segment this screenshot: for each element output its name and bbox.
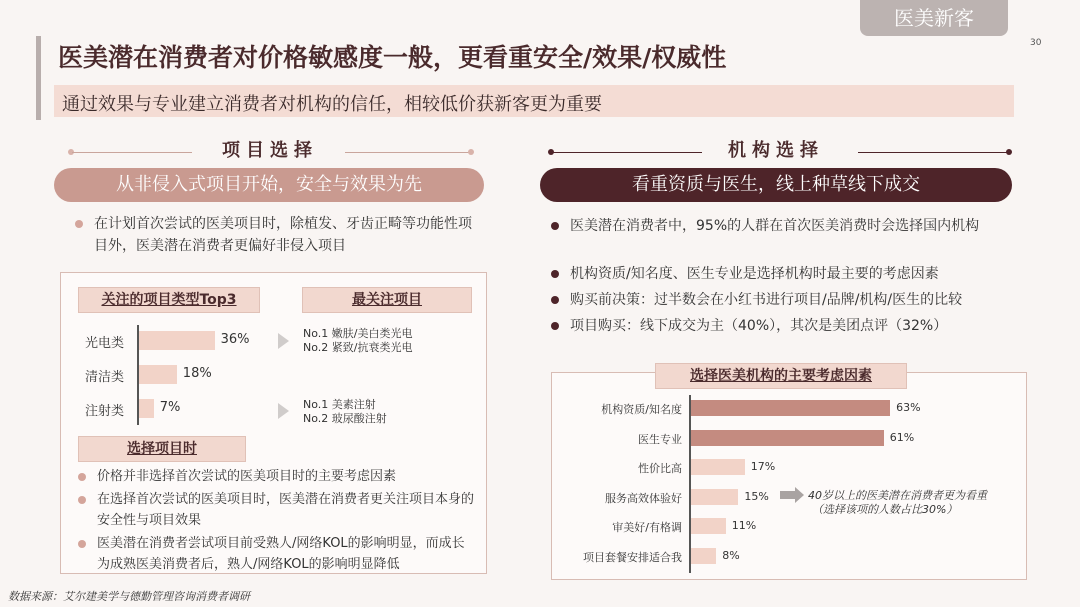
- factor-note: 40岁以上的医美潜在消费者更为看重: [808, 489, 987, 502]
- data-source: 数据来源：艾尔建美学与德勤管理咨询消费者调研: [8, 590, 250, 603]
- bar-label: 医生专业: [638, 432, 682, 446]
- page-title: 医美潜在消费者对价格敏感度一般，更看重安全/效果/权威性: [58, 43, 727, 72]
- bar: [139, 331, 215, 350]
- divider-line: [552, 152, 702, 153]
- title-accent-bar: [36, 36, 41, 120]
- top3-header: 关注的项目类型Top3: [78, 287, 260, 313]
- divider-dot: [468, 149, 474, 155]
- bar-label: 机构资质/知名度: [601, 403, 682, 416]
- bar: [691, 400, 890, 416]
- right-bullet: 医美潜在消费者中，95%的人群在首次医美消费时会选择国内机构: [548, 215, 1018, 237]
- section-tag: 医美新客: [860, 0, 1008, 36]
- right-section-title: 机构选择: [728, 140, 824, 161]
- bar-label: 服务高效体验好: [605, 491, 682, 505]
- bar: [691, 459, 745, 475]
- left-pill: 从非侵入式项目开始，安全与效果为先: [54, 168, 484, 202]
- arrow-head-icon: [795, 487, 804, 503]
- left-bullet: 在计划首次尝试的医美项目时，除植发、牙齿正畸等功能性项目外，医美潜在消费者更偏好非侵入项目: [72, 213, 482, 257]
- left-section-title: 项目选择: [222, 140, 318, 161]
- bar: [139, 365, 177, 384]
- focus-header: 最关注项目: [302, 287, 472, 313]
- arrow-icon: [278, 403, 289, 419]
- bar-label: 项目套餐安排适合我: [583, 550, 682, 564]
- right-bullet: 购买前决策：过半数会在小红书进行项目/品牌/机构/医生的比较: [548, 289, 1018, 311]
- bar: [691, 489, 738, 505]
- bar-value: 36%: [220, 332, 250, 347]
- factor-header: 选择医美机构的主要考虑因素: [655, 363, 907, 389]
- choose-bullet: 价格并非选择首次尝试的医美项目时的主要考虑因素: [75, 466, 475, 487]
- page-number: 30: [1030, 38, 1042, 48]
- bar-value: 18%: [182, 366, 212, 381]
- divider-dot: [1006, 149, 1012, 155]
- bar-label: 光电类: [85, 336, 125, 351]
- bar-label: 性价比高: [638, 462, 682, 475]
- divider-line: [858, 152, 1008, 153]
- factor-note: （选择该项的人数占比30%）: [812, 503, 958, 516]
- divider-line: [345, 152, 470, 153]
- right-bullet: 机构资质/知名度、医生专业是选择机构时最主要的考虑因素: [548, 263, 1018, 285]
- bar: [139, 399, 154, 418]
- focus-note: No.1 嫩肤/美白类光电: [303, 327, 413, 340]
- focus-note: No.2 紧致/抗衰类光电: [303, 341, 413, 354]
- arrow-icon: [278, 333, 289, 349]
- right-bullet: 项目购买：线下成交为主（40%），其次是美团点评（32%）: [548, 315, 1018, 337]
- divider-line: [72, 152, 192, 153]
- right-pill: 看重资质与医生，线上种草线下成交: [540, 168, 1012, 202]
- bar: [691, 430, 884, 446]
- bar-value: 17%: [750, 460, 776, 473]
- bar: [691, 518, 726, 534]
- bar-value: 7%: [159, 400, 181, 415]
- focus-note: No.2 玻尿酸注射: [303, 412, 387, 425]
- bar-value: 15%: [744, 489, 769, 503]
- bar-label: 清洁类: [85, 370, 125, 385]
- choose-bullet: 在选择首次尝试的医美项目时，医美潜在消费者更关注项目本身的安全性与项目效果: [75, 489, 475, 531]
- chart-axis: [689, 395, 691, 573]
- bar-label: 注射类: [85, 404, 125, 419]
- choose-bullet: 医美潜在消费者尝试项目前受熟人/网络KOL的影响明显，而成长为成熟医美消费者后，熟人/网络KOL的影响明显降低: [75, 533, 475, 575]
- bar-value: 63%: [896, 401, 921, 414]
- choose-header: 选择项目时: [78, 436, 246, 462]
- bar: [691, 548, 716, 564]
- focus-note: No.1 美素注射: [303, 398, 376, 411]
- bar-value: 11%: [731, 519, 757, 532]
- bar-value: 8%: [722, 548, 740, 562]
- page-subtitle: 通过效果与专业建立消费者对机构的信任，相较低价获新客更为重要: [62, 94, 602, 115]
- bar-label: 审美好/有格调: [612, 521, 682, 534]
- bar-value: 61%: [889, 430, 915, 444]
